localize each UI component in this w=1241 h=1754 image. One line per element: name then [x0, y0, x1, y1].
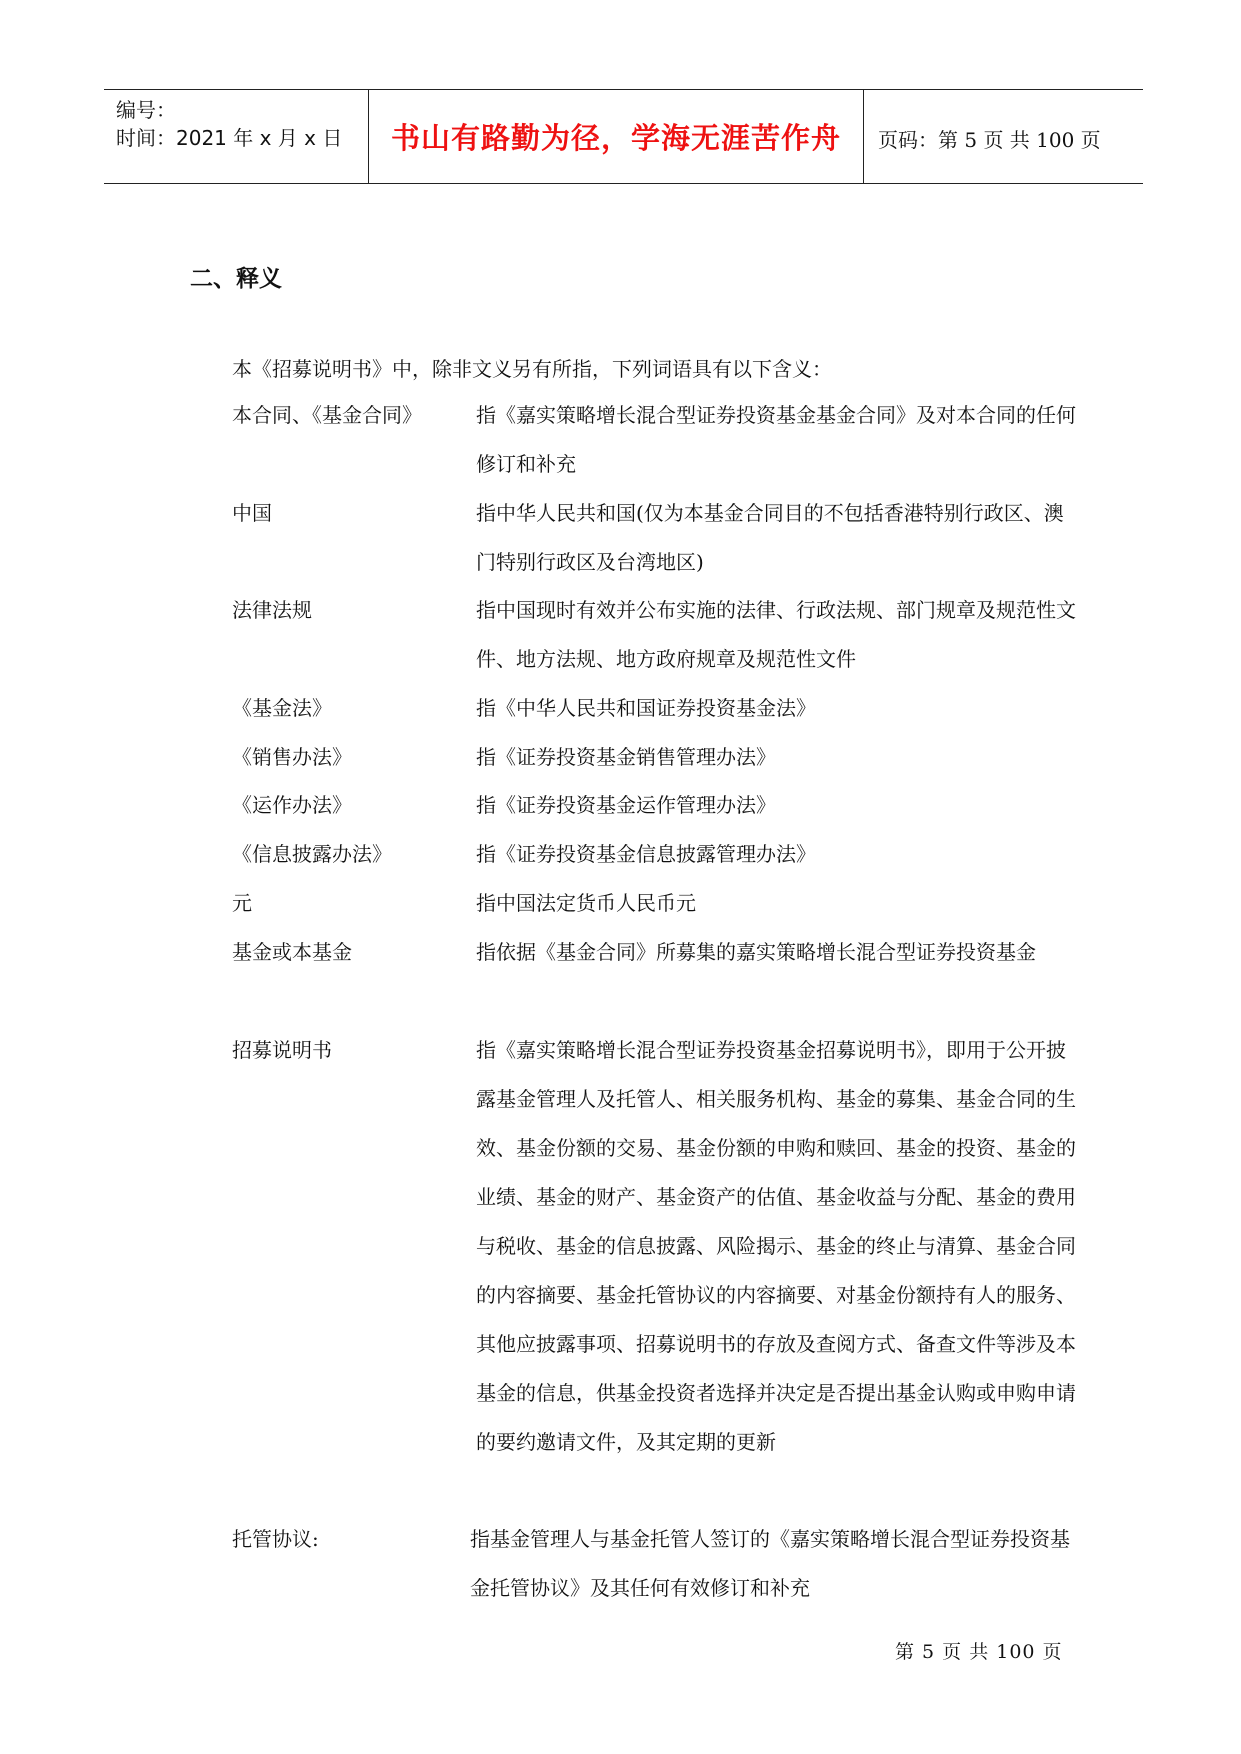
- definition-term: 《基金法》: [232, 696, 332, 720]
- definition-desc: 指《嘉实策略增长混合型证券投资基金基金合同》及对本合同的任何修订和补充: [476, 403, 1076, 476]
- definition-desc: 指中华人民共和国(仅为本基金合同目的不包括香港特别行政区、澳门特别行政区及台湾地区): [476, 501, 1064, 574]
- definition-term: 《运作办法》: [232, 793, 352, 817]
- section-intro: 本《招募说明书》中，除非文义另有所指，下列词语具有以下含义：: [232, 357, 832, 381]
- header-motto: 书山有路勤为径，学海无涯苦作舟: [390, 121, 841, 155]
- header-page-cell: [864, 90, 1143, 183]
- header-info-cell: [104, 90, 369, 183]
- definition-desc: 指《嘉实策略增长混合型证券投资基金招募说明书》，即用于公开披露基金管理人及托管人、相关服务机构、基金的募集、基金合同的生效、基金份额的交易、基金份额的申购和赎回、基金的投资、基金的业绩、基金的财产、基金资产的估值、基金收益与分配、基金的费用与税收、基金的信息披露、风险揭示、基金的终止与清算、基金合同的内容摘要、基金托管协议的内容摘要、对基金份额持有人的服务、其他应披露事项、招募说明书的存放及查阅方式、备查文件等涉及本基金的信息，供基金投资者选择并决定是否提出基金认购或申购申请的要约邀请文件，及其定期的更新: [476, 1038, 1076, 1454]
- definition-term: 元: [232, 891, 252, 915]
- definition-term: 本合同、《基金合同》: [232, 403, 422, 427]
- definition-term: 托管协议:: [232, 1527, 319, 1551]
- definition-desc: 指中国现时有效并公布实施的法律、行政法规、部门规章及规范性文件、地方法规、地方政府规章及规范性文件: [476, 598, 1076, 671]
- definition-desc: 指《中华人民共和国证券投资基金法》: [476, 696, 816, 720]
- header-page-number: 页码：第 5 页 共 100 页: [878, 128, 1101, 152]
- definition-desc: 指依据《基金合同》所募集的嘉实策略增长混合型证券投资基金: [476, 940, 1036, 964]
- definition-desc: 指中国法定货币人民币元: [476, 891, 696, 915]
- definition-term: 招募说明书: [232, 1038, 332, 1062]
- definition-term: 中国: [232, 501, 272, 525]
- definition-desc: 指《证券投资基金销售管理办法》: [476, 745, 776, 769]
- header-motto-cell: [369, 90, 864, 183]
- definition-term: 基金或本基金: [232, 940, 352, 964]
- definition-term: 《销售办法》: [232, 745, 352, 769]
- definition-desc: 指《证券投资基金信息披露管理办法》: [476, 842, 816, 866]
- definition-desc: 指基金管理人与基金托管人签订的《嘉实策略增长混合型证券投资基金托管协议》及其任何有效修订和补充: [470, 1527, 1070, 1600]
- page-footer: 第 5 页 共 100 页: [895, 1641, 1063, 1663]
- definition-term: 《信息披露办法》: [232, 842, 392, 866]
- document-number-label: 编号：: [116, 98, 176, 122]
- definition-desc: 指《证券投资基金运作管理办法》: [476, 793, 776, 817]
- section-title: 二、释义: [190, 266, 282, 292]
- page-header: [104, 89, 1143, 184]
- definition-term: 法律法规: [232, 598, 312, 622]
- document-time-label: 时间：2021 年 x 月 x 日: [116, 126, 343, 150]
